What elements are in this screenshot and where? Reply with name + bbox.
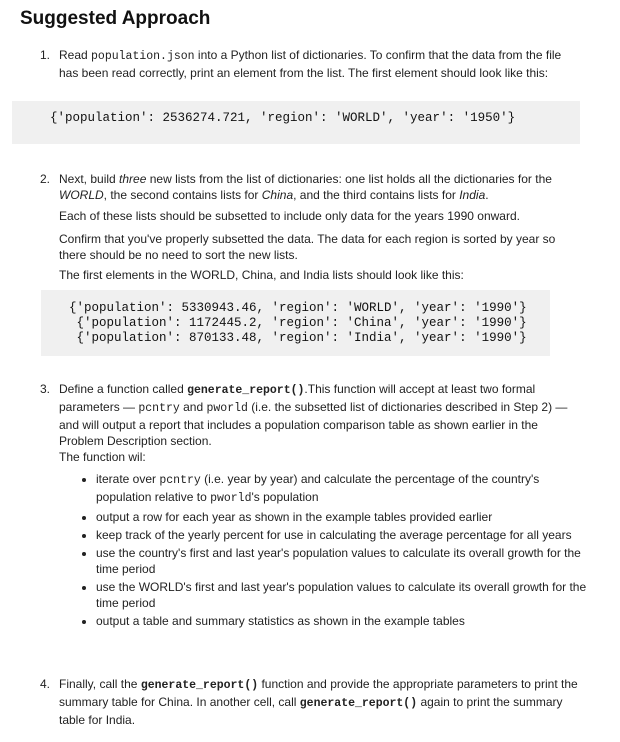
step-3-function-intro: The function wil: [59,450,146,464]
list-item: • keep track of the yearly percent for use in calculating the average percentage for all years [96,527,596,543]
function-name-code: generate_report() [187,384,305,397]
code-line-india: {'population': 870133.48, 'region': 'India', 'year': '1990'} [69,331,527,345]
step-2-text: Next, build three new lists from the list of dictionaries: one list holds all the dictionaries for the WORLD, the second contains lists for China, and the third contains lists for India. [59,172,552,202]
pworld-code: pworld [206,402,248,415]
list-item: • iterate over pcntry (i.e. year by year) and calculate the percentage of the country's population relative to pworld's population [96,471,596,507]
list-item: • use the country's first and last year's population values to calculate its overall growth for the time period [96,545,596,577]
step-3-number: 3. [40,382,51,396]
step-2-first-elements-text: The first elements in the WORLD, China, and India lists should look like this: [59,268,464,282]
step-3-text: Define a function called generate_report().This function will accept at least two formal parameters — pcntry and pworld (i.e. the subsetted list of dictionaries described in Step 2) — and will output a report that includes a population comparison table as shown earlier in the Problem Description section. [59,382,568,448]
code-block-1 [12,101,580,144]
pcntry-code: pcntry [138,402,180,415]
list-item: • output a row for each year as shown in the example tables provided earlier [96,509,596,525]
code-block-2 [41,290,550,356]
step-3-bullet-list [78,471,596,631]
list-item: • use the WORLD's first and last year's population values to calculate its overall growth for the time period [96,579,596,611]
step-2-number: 2. [40,172,51,186]
step-1-text: Read population.json into a Python list of dictionaries. To confirm that the data from the file has been read correctly, print an element from the list. The first element should look like this: [59,48,562,80]
code-line-china: {'population': 1172445.2, 'region': 'China', 'year': '1990'} [69,316,527,330]
step-4-text: Finally, call the generate_report() function and provide the appropriate parameters to print the summary table for China. In another cell, call generate_report() again to print the summary table for India. [59,677,578,727]
filename-code: population.json [91,50,195,63]
page-title: Suggested Approach [20,8,211,29]
step-4-number: 4. [40,677,51,691]
code-line-world: {'population': 5330943.46, 'region': 'WORLD', 'year': '1990'} [69,301,527,315]
code-line: {'population': 2536274.721, 'region': 'WORLD', 'year': '1950'} [50,111,516,125]
step-2-subset-text: Each of these lists should be subsetted to include only data for the years 1990 onward. [59,209,520,223]
list-item: • output a table and summary statistics as shown in the example tables [96,613,596,629]
step-1-number: 1. [40,48,51,62]
step-2-confirm-text: Confirm that you've properly subsetted the data. The data for each region is sorted by year so there should be no need to sort the new lists. [59,232,556,262]
